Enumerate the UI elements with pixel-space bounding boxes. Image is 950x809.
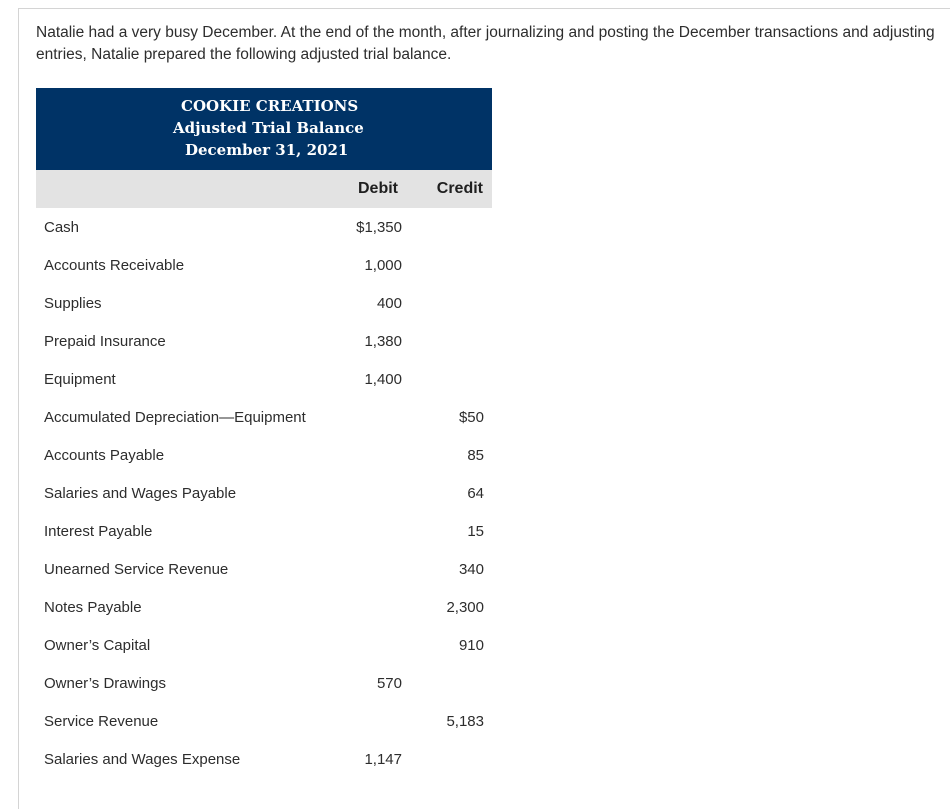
table-row — [36, 246, 492, 284]
credit-amount: 2,300 — [446, 599, 484, 616]
table-row — [36, 436, 492, 474]
table-row — [36, 664, 492, 702]
table-row — [36, 588, 492, 626]
table-row — [36, 550, 492, 588]
account-name: Accounts Receivable — [44, 257, 185, 274]
account-name: Interest Payable — [44, 523, 153, 540]
credit-amount: 910 — [458, 637, 484, 654]
statement-date: December 31, 2021 — [185, 141, 349, 159]
table-row — [36, 740, 492, 778]
account-name: Prepaid Insurance — [44, 333, 166, 350]
credit-amount: 5,183 — [446, 713, 484, 730]
debit-amount: 1,400 — [364, 371, 402, 388]
credit-amount: 64 — [467, 485, 484, 502]
table-row — [36, 702, 492, 740]
debit-amount: 1,147 — [364, 751, 402, 768]
statement-header — [36, 88, 492, 170]
column-header-row — [36, 170, 492, 208]
account-name: Salaries and Wages Payable — [44, 485, 237, 502]
adjusted-trial-balance — [36, 88, 492, 778]
account-rows — [36, 208, 492, 778]
table-row — [36, 512, 492, 550]
credit-column-header: Credit — [436, 180, 483, 197]
debit-amount: 1,000 — [364, 257, 402, 274]
account-name: Cash — [44, 219, 80, 236]
table-row — [36, 284, 492, 322]
statement-title: Adjusted Trial Balance — [173, 119, 364, 137]
table-row — [36, 208, 492, 246]
company-name: COOKIE CREATIONS — [181, 97, 359, 115]
account-name: Service Revenue — [44, 713, 159, 730]
credit-amount: 15 — [467, 523, 484, 540]
table-row — [36, 322, 492, 360]
credit-amount: 85 — [467, 447, 484, 464]
account-name: Accumulated Depreciation—Equipment — [44, 409, 306, 426]
debit-amount: 1,380 — [364, 333, 402, 350]
debit-amount: 400 — [376, 295, 402, 312]
account-name: Salaries and Wages Expense — [44, 751, 241, 768]
debit-amount: $1,350 — [356, 219, 402, 236]
account-name: Owner’s Drawings — [44, 675, 166, 692]
credit-amount: $50 — [458, 409, 484, 426]
account-name: Supplies — [44, 295, 102, 312]
account-name: Equipment — [44, 371, 116, 388]
account-name: Accounts Payable — [44, 447, 165, 464]
account-name: Notes Payable — [44, 599, 142, 616]
account-name: Unearned Service Revenue — [44, 561, 229, 578]
intro-paragraph: Natalie had a very busy December. At the end of the month, after journalizing and posting the December transactions and adjusting entries, Natalie prepared the following adjusted trial balance. — [36, 24, 935, 63]
table-row — [36, 626, 492, 664]
debit-column-header: Debit — [358, 180, 398, 197]
account-name: Owner’s Capital — [44, 637, 151, 654]
table-row — [36, 360, 492, 398]
table-row — [36, 474, 492, 512]
credit-amount: 340 — [458, 561, 484, 578]
table-row — [36, 398, 492, 436]
debit-amount: 570 — [376, 675, 402, 692]
